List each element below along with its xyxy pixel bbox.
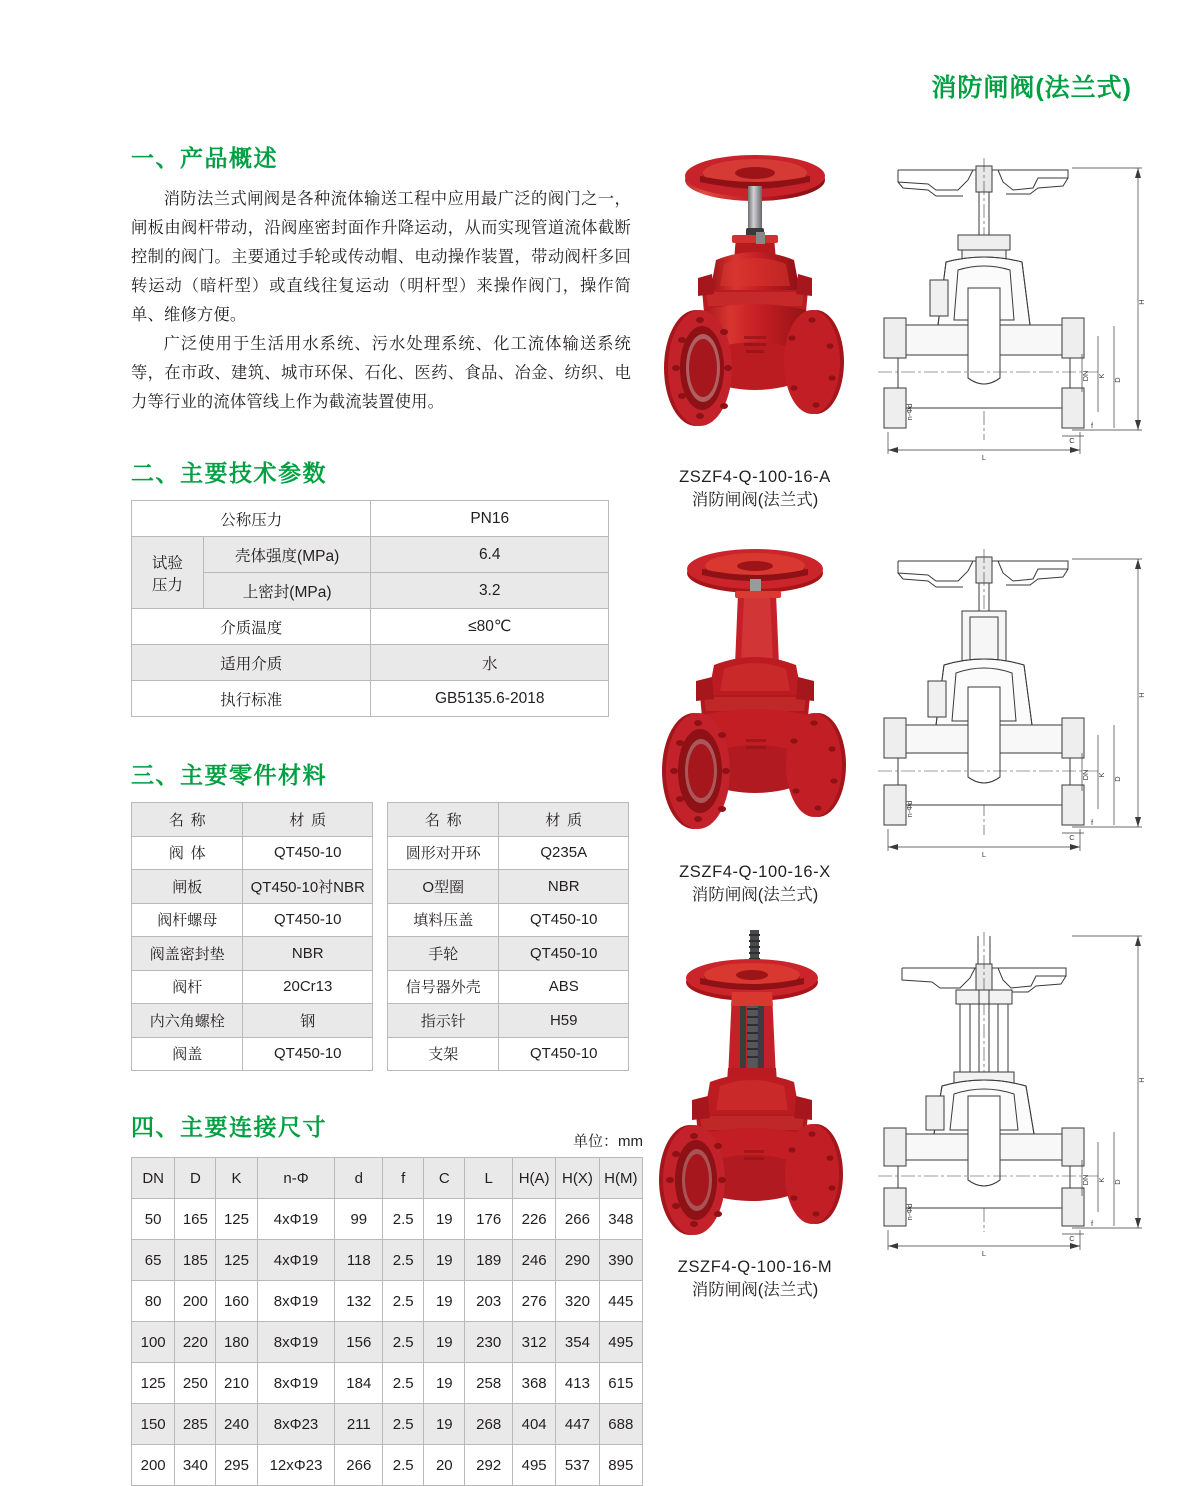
overview-paragraph-2: 广泛使用于生活用水系统、污水处理系统、化工流体输送系统等，在市政、建筑、城市环保、石化、医药、食品、冶金、纺织、电力等行业的流体管线上作为截流装置使用。 xyxy=(131,335,631,411)
param-label: 执行标准 xyxy=(132,681,371,717)
product-model: ZSZF4-Q-100-16-A xyxy=(679,468,831,486)
dimension-cell: 19 xyxy=(424,1322,465,1363)
dimension-cell: 320 xyxy=(556,1281,599,1322)
dimension-cell: 220 xyxy=(175,1322,216,1363)
material-value: QT450-10 xyxy=(499,1037,629,1071)
product-caption-a xyxy=(630,466,880,512)
table-row xyxy=(132,1281,643,1322)
dimension-cell: 495 xyxy=(512,1445,555,1486)
dimension-cell: 615 xyxy=(599,1363,642,1404)
materials-table-right xyxy=(387,802,629,1071)
table-row xyxy=(388,836,629,870)
dimension-cell: 250 xyxy=(175,1363,216,1404)
materials-tables-wrapper xyxy=(131,802,631,1071)
section-heading-overview: 一、产品概述 xyxy=(131,145,278,171)
material-part-name: 支架 xyxy=(388,1037,499,1071)
technical-parameters-table xyxy=(131,500,609,717)
param-value: 6.4 xyxy=(371,537,609,573)
dim-label-k: K xyxy=(1097,373,1106,379)
table-row xyxy=(132,681,609,717)
table-row xyxy=(388,1004,629,1038)
dimension-cell: 390 xyxy=(599,1240,642,1281)
table-row xyxy=(388,870,629,904)
material-part-name: 阀体 xyxy=(132,836,243,870)
dimension-cell: 200 xyxy=(132,1445,175,1486)
dimension-cell: 12xΦ23 xyxy=(257,1445,335,1486)
table-row xyxy=(132,1322,643,1363)
dim-label-d: D xyxy=(1113,776,1122,782)
valve-photo-x xyxy=(640,535,870,855)
dimension-cell: 495 xyxy=(599,1322,642,1363)
dimension-cell: 295 xyxy=(216,1445,257,1486)
dimension-cell: 65 xyxy=(132,1240,175,1281)
valve-drawing-a xyxy=(858,140,1158,470)
dimension-cell: 354 xyxy=(556,1322,599,1363)
column-header: d xyxy=(335,1158,383,1199)
left-content-column xyxy=(131,140,643,1486)
dim-label-nd: n-Φd xyxy=(905,1203,914,1221)
table-row xyxy=(388,970,629,1004)
dim-label-f: f xyxy=(1090,1219,1094,1228)
dimension-cell: 210 xyxy=(216,1363,257,1404)
param-label: 公称压力 xyxy=(132,501,371,537)
dimension-cell: 285 xyxy=(175,1404,216,1445)
dimension-cell: 2.5 xyxy=(383,1240,424,1281)
dimension-cell: 413 xyxy=(556,1363,599,1404)
product-gallery xyxy=(630,140,1170,1325)
dimension-cell: 445 xyxy=(599,1281,642,1322)
table-row xyxy=(132,537,609,573)
section-heading-dimensions: 四、主要连接尺寸 xyxy=(131,1114,327,1140)
column-header: D xyxy=(175,1158,216,1199)
dimension-cell: 180 xyxy=(216,1322,257,1363)
table-row xyxy=(132,645,609,681)
dimension-cell: 100 xyxy=(132,1322,175,1363)
dimension-cell: 4xΦ19 xyxy=(257,1199,335,1240)
column-header: K xyxy=(216,1158,257,1199)
material-part-name: 指示针 xyxy=(388,1004,499,1038)
dimension-cell: 125 xyxy=(132,1363,175,1404)
table-row xyxy=(132,970,373,1004)
product-name: 消防闸阀(法兰式) xyxy=(691,491,819,509)
dim-label-d: D xyxy=(1113,377,1122,383)
dim-label-f: f xyxy=(1090,818,1094,827)
dim-label-h: H xyxy=(1137,692,1146,698)
product-name: 消防闸阀(法兰式) xyxy=(691,886,819,904)
param-value: ≤80℃ xyxy=(371,609,609,645)
dimension-cell: 200 xyxy=(175,1281,216,1322)
table-header-row xyxy=(388,803,629,837)
dimension-cell: 19 xyxy=(424,1199,465,1240)
material-part-name: 阀杆 xyxy=(132,970,243,1004)
column-header-name: 名称 xyxy=(132,803,243,837)
dimension-cell: 211 xyxy=(335,1404,383,1445)
dimension-cell: 80 xyxy=(132,1281,175,1322)
material-part-name: 圆形对开环 xyxy=(388,836,499,870)
dimension-cell: 348 xyxy=(599,1199,642,1240)
table-row xyxy=(132,1363,643,1404)
dimension-cell: 226 xyxy=(512,1199,555,1240)
table-row xyxy=(132,1037,373,1071)
table-row xyxy=(132,937,373,971)
dimension-cell: 404 xyxy=(512,1404,555,1445)
material-part-name: 手轮 xyxy=(388,937,499,971)
dimension-cell: 8xΦ19 xyxy=(257,1363,335,1404)
param-value: 3.2 xyxy=(371,573,609,609)
dimension-cell: 99 xyxy=(335,1199,383,1240)
table-row xyxy=(388,903,629,937)
dimension-cell: 688 xyxy=(599,1404,642,1445)
dimension-cell: 176 xyxy=(465,1199,513,1240)
material-value: NBR xyxy=(499,870,629,904)
dim-label-c: C xyxy=(1069,833,1075,842)
materials-table-left xyxy=(131,802,373,1071)
dimensions-table xyxy=(131,1157,643,1486)
material-part-name: 阀杆螺母 xyxy=(132,903,243,937)
param-label: 介质温度 xyxy=(132,609,371,645)
column-header: H(X) xyxy=(556,1158,599,1199)
material-part-name: 内六角螺栓 xyxy=(132,1004,243,1038)
table-header-row xyxy=(132,803,373,837)
column-header-name: 名称 xyxy=(388,803,499,837)
dimension-cell: 537 xyxy=(556,1445,599,1486)
material-value: 钢 xyxy=(243,1004,373,1038)
dimension-cell: 125 xyxy=(216,1199,257,1240)
dimension-cell: 258 xyxy=(465,1363,513,1404)
material-part-name: 阀盖 xyxy=(132,1037,243,1071)
column-header-material: 材质 xyxy=(499,803,629,837)
dim-label-h: H xyxy=(1137,1077,1146,1083)
dimension-cell: 230 xyxy=(465,1322,513,1363)
column-header: H(M) xyxy=(599,1158,642,1199)
dimension-cell: 290 xyxy=(556,1240,599,1281)
material-value: Q235A xyxy=(499,836,629,870)
material-value: H59 xyxy=(499,1004,629,1038)
table-row xyxy=(132,903,373,937)
column-header: L xyxy=(465,1158,513,1199)
dimension-cell: 132 xyxy=(335,1281,383,1322)
table-row xyxy=(132,870,373,904)
dimension-cell: 368 xyxy=(512,1363,555,1404)
dim-label-dn: DN xyxy=(1081,769,1090,781)
param-label: 上密封(MPa) xyxy=(203,573,371,609)
product-block-m xyxy=(630,930,1170,1325)
dim-label-k: K xyxy=(1097,1177,1106,1183)
table-row xyxy=(132,501,609,537)
dim-label-l: L xyxy=(981,1249,987,1258)
section-heading-params: 二、主要技术参数 xyxy=(131,460,327,486)
dimension-cell: 8xΦ23 xyxy=(257,1404,335,1445)
dimension-cell: 156 xyxy=(335,1322,383,1363)
product-block-x xyxy=(630,535,1170,930)
dim-label-h: H xyxy=(1137,299,1146,305)
dimension-cell: 895 xyxy=(599,1445,642,1486)
overview-paragraph-1: 消防法兰式闸阀是各种流体输送工程中应用最广泛的阀门之一，闸板由阀杆带动，沿阀座密封面作升降运动，从而实现管道流体截断控制的阀门。主要通过手轮或传动帽、电动操作装置，带动阀杆多回转运动（暗杆型）或直线往复运动（明杆型）来操作阀门，操作简单、维修方便。 xyxy=(131,190,631,324)
column-header: n-Φ xyxy=(257,1158,335,1199)
material-part-name: 闸板 xyxy=(132,870,243,904)
dimension-cell: 240 xyxy=(216,1404,257,1445)
param-value: PN16 xyxy=(371,501,609,537)
product-block-a xyxy=(630,140,1170,535)
section-heading-materials: 三、主要零件材料 xyxy=(131,762,327,788)
material-value: QT450-10 xyxy=(243,1037,373,1071)
column-header-material: 材质 xyxy=(243,803,373,837)
dimension-cell: 266 xyxy=(556,1199,599,1240)
valve-drawing-m xyxy=(858,930,1158,1260)
table-row xyxy=(132,1004,373,1038)
dimension-cell: 50 xyxy=(132,1199,175,1240)
dimension-cell: 203 xyxy=(465,1281,513,1322)
dim-label-k: K xyxy=(1097,772,1106,778)
table-row xyxy=(132,1240,643,1281)
param-label: 适用介质 xyxy=(132,645,371,681)
table-header-row xyxy=(132,1158,643,1199)
dimension-cell: 184 xyxy=(335,1363,383,1404)
material-value: 20Cr13 xyxy=(243,970,373,1004)
table-row xyxy=(132,1199,643,1240)
dimension-cell: 268 xyxy=(465,1404,513,1445)
dimension-cell: 8xΦ19 xyxy=(257,1281,335,1322)
param-group-label-line2: 压力 xyxy=(151,576,183,594)
dim-label-d: D xyxy=(1113,1179,1122,1185)
dimension-cell: 20 xyxy=(424,1445,465,1486)
dimension-cell: 2.5 xyxy=(383,1404,424,1445)
product-caption-m xyxy=(630,1256,880,1302)
valve-photo-m xyxy=(640,930,870,1250)
dimension-cell: 2.5 xyxy=(383,1281,424,1322)
dimension-cell: 189 xyxy=(465,1240,513,1281)
dimension-cell: 185 xyxy=(175,1240,216,1281)
dim-label-c: C xyxy=(1069,436,1075,445)
dimension-cell: 19 xyxy=(424,1281,465,1322)
dim-label-l: L xyxy=(981,453,987,462)
dimension-cell: 160 xyxy=(216,1281,257,1322)
product-caption-x xyxy=(630,861,880,907)
product-name: 消防闸阀(法兰式) xyxy=(691,1281,819,1299)
table-row xyxy=(132,573,609,609)
dimensions-unit-label: 单位：mm xyxy=(573,1133,643,1150)
column-header: C xyxy=(424,1158,465,1199)
column-header: DN xyxy=(132,1158,175,1199)
material-value: QT450-10 xyxy=(499,937,629,971)
product-model: ZSZF4-Q-100-16-X xyxy=(679,863,831,881)
dimension-cell: 125 xyxy=(216,1240,257,1281)
column-header: H(A) xyxy=(512,1158,555,1199)
column-header: f xyxy=(383,1158,424,1199)
dimension-cell: 118 xyxy=(335,1240,383,1281)
dimension-cell: 292 xyxy=(465,1445,513,1486)
material-value: NBR xyxy=(243,937,373,971)
material-part-name: O型圈 xyxy=(388,870,499,904)
dim-label-dn: DN xyxy=(1081,370,1090,382)
dimension-cell: 19 xyxy=(424,1240,465,1281)
dim-label-f: f xyxy=(1090,421,1094,430)
dim-label-nd: n-Φd xyxy=(905,800,914,818)
dimension-cell: 276 xyxy=(512,1281,555,1322)
dimension-cell: 340 xyxy=(175,1445,216,1486)
table-row xyxy=(132,836,373,870)
dimension-cell: 447 xyxy=(556,1404,599,1445)
dimension-cell: 19 xyxy=(424,1363,465,1404)
table-row xyxy=(132,1445,643,1486)
dimension-cell: 246 xyxy=(512,1240,555,1281)
dimension-cell: 8xΦ19 xyxy=(257,1322,335,1363)
dim-label-nd: n-Φd xyxy=(905,403,914,421)
dimension-cell: 150 xyxy=(132,1404,175,1445)
dim-label-l: L xyxy=(981,850,987,859)
valve-photo-a xyxy=(640,140,870,460)
dimension-cell: 2.5 xyxy=(383,1322,424,1363)
dimension-cell: 312 xyxy=(512,1322,555,1363)
product-model: ZSZF4-Q-100-16-M xyxy=(677,1258,833,1276)
dimension-cell: 266 xyxy=(335,1445,383,1486)
table-row xyxy=(132,609,609,645)
dimension-cell: 2.5 xyxy=(383,1445,424,1486)
material-part-name: 信号器外壳 xyxy=(388,970,499,1004)
dimension-cell: 165 xyxy=(175,1199,216,1240)
dim-label-c: C xyxy=(1069,1234,1075,1243)
material-value: QT450-10 xyxy=(499,903,629,937)
material-value: QT450-10 xyxy=(243,836,373,870)
param-group-label-line1: 试验 xyxy=(151,554,183,572)
param-value: GB5135.6-2018 xyxy=(371,681,609,717)
dimension-cell: 19 xyxy=(424,1404,465,1445)
material-part-name: 阀盖密封垫 xyxy=(132,937,243,971)
param-group-label xyxy=(132,537,204,609)
table-row xyxy=(388,937,629,971)
table-row xyxy=(132,1404,643,1445)
material-part-name: 填料压盖 xyxy=(388,903,499,937)
dimension-cell: 2.5 xyxy=(383,1363,424,1404)
valve-drawing-x xyxy=(858,535,1158,865)
param-value: 水 xyxy=(371,645,609,681)
dimension-cell: 2.5 xyxy=(383,1199,424,1240)
page-title: 消防闸阀(法兰式) xyxy=(931,74,1132,102)
material-value: QT450-10衬NBR xyxy=(243,870,373,904)
dim-label-dn: DN xyxy=(1081,1174,1090,1186)
material-value: QT450-10 xyxy=(243,903,373,937)
material-value: ABS xyxy=(499,970,629,1004)
dimension-cell: 4xΦ19 xyxy=(257,1240,335,1281)
table-row xyxy=(388,1037,629,1071)
param-label: 壳体强度(MPa) xyxy=(203,537,371,573)
